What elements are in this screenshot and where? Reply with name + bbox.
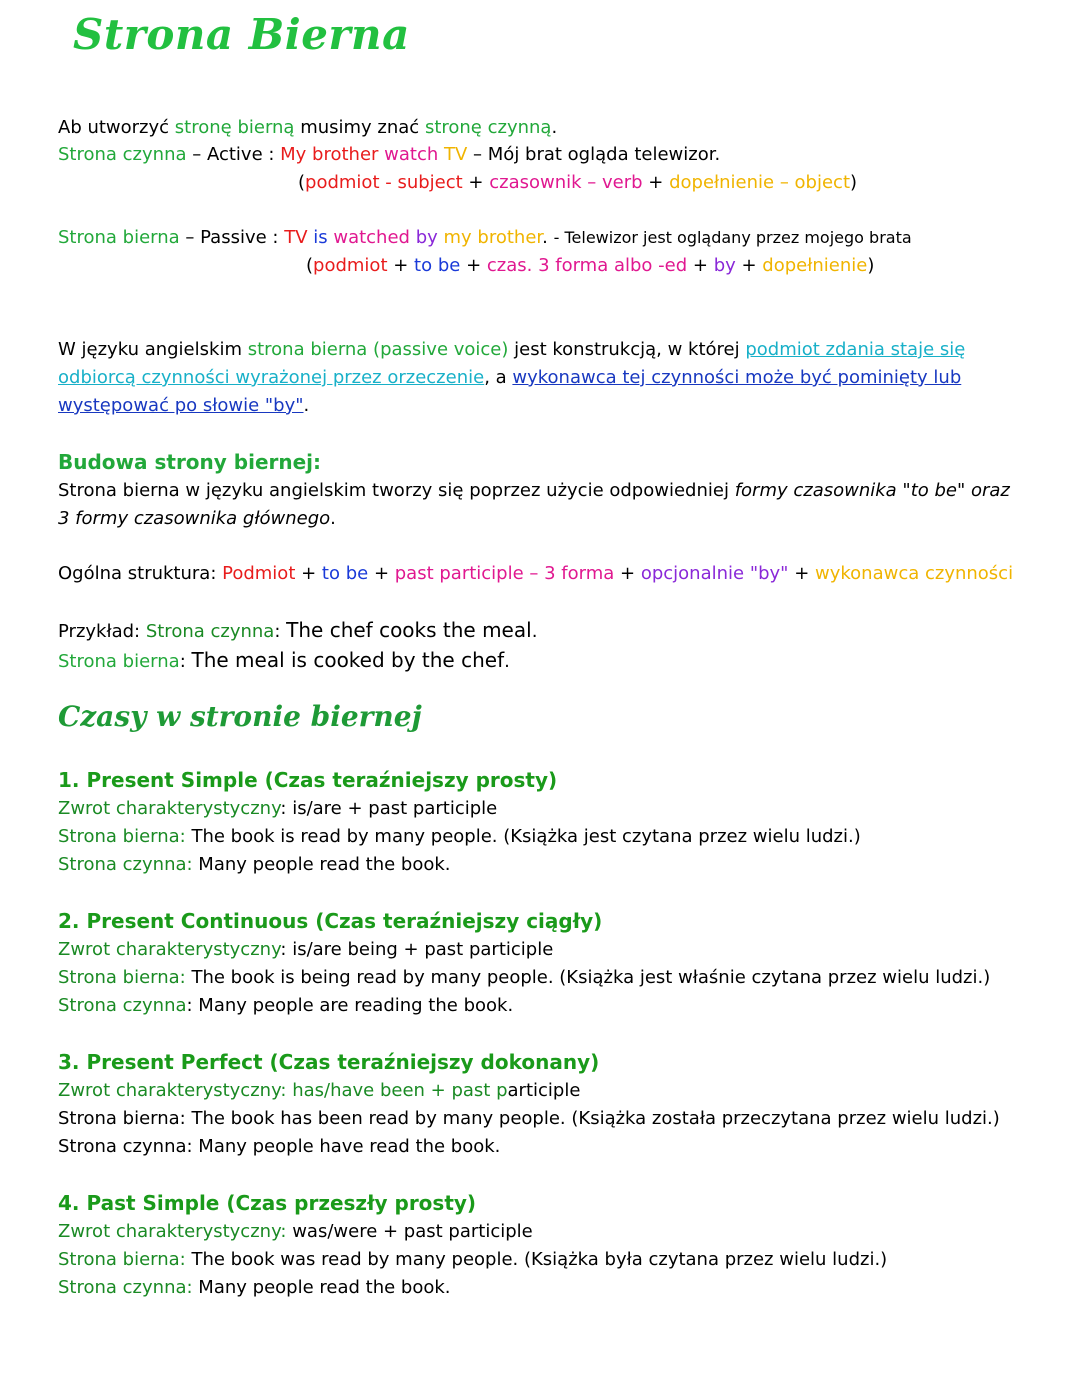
text: The book is being read by many people. (Książka jest właśnie czytana przez wielu ludzi.) bbox=[185, 967, 991, 988]
text: 1. bbox=[58, 768, 80, 792]
text: Zwrot charakterystyczny bbox=[58, 798, 281, 819]
text: + bbox=[642, 172, 670, 193]
text: TV bbox=[284, 227, 308, 248]
text: Present Continuous (Czas teraźniejszy ciągły) bbox=[79, 909, 603, 933]
text: podmiot - subject bbox=[305, 172, 463, 193]
text: + bbox=[368, 563, 395, 584]
text: Many people read the book. bbox=[192, 1277, 451, 1298]
text: Strona bierna bbox=[58, 651, 180, 672]
text: czasownik – verb bbox=[489, 172, 643, 193]
text: Strona bierna bbox=[58, 227, 180, 248]
text: czas. 3 forma albo -ed bbox=[486, 255, 688, 276]
tense-pattern bbox=[58, 1218, 533, 1246]
tense-passive bbox=[58, 1246, 887, 1274]
tense-heading bbox=[58, 907, 602, 937]
text: formy czasownika "to be" oraz 3 formy czasownika głównego bbox=[58, 480, 1010, 529]
text: is bbox=[307, 227, 328, 248]
tense-pattern bbox=[58, 795, 497, 823]
tense-examples bbox=[58, 1105, 1020, 1161]
text: . bbox=[303, 395, 310, 416]
text: – Passive : bbox=[179, 227, 285, 248]
general-structure bbox=[58, 560, 1020, 588]
text: Present Perfect (Czas teraźniejszy dokonany) bbox=[79, 1050, 600, 1074]
passive-structure bbox=[306, 252, 874, 280]
text: my brother bbox=[437, 227, 543, 248]
passive-example bbox=[58, 224, 912, 252]
text: + bbox=[735, 255, 763, 276]
text: ) bbox=[850, 172, 858, 193]
text: + bbox=[460, 255, 487, 276]
text: podmiot bbox=[313, 255, 388, 276]
tense-pattern bbox=[58, 936, 553, 964]
text: : bbox=[274, 621, 287, 642]
text: jest konstrukcją, w której bbox=[508, 339, 746, 360]
tense-heading bbox=[58, 766, 557, 796]
text: . bbox=[531, 621, 538, 642]
highlighted-link[interactable]: podmiot zdania staje się odbiorcą czynności wyrażonej przez orzeczenie bbox=[58, 339, 966, 388]
budowa-text bbox=[58, 477, 1020, 533]
text: stronę czynną bbox=[424, 117, 552, 138]
text: 3. bbox=[58, 1050, 80, 1074]
text: Zwrot charakterystyczny: has/have been + past p bbox=[58, 1080, 508, 1101]
text: ) bbox=[867, 255, 875, 276]
example-passive bbox=[58, 646, 510, 676]
active-example bbox=[58, 141, 720, 169]
text: + bbox=[462, 172, 490, 193]
text: by bbox=[713, 255, 736, 276]
example-active bbox=[58, 616, 537, 646]
tense-passive bbox=[58, 823, 861, 851]
text: 2. bbox=[58, 909, 80, 933]
text: ( bbox=[306, 255, 314, 276]
text: opcjonalnie "by" bbox=[640, 563, 789, 584]
text: Strona bierna: The book has been read by many people. (Książka została przeczytana przez wielu ludzi.) Strona czynna: Many people have read the book. bbox=[58, 1108, 1000, 1157]
text: Przykład: bbox=[58, 621, 146, 642]
text: The meal is cooked by the chef bbox=[191, 648, 505, 672]
text: to be bbox=[414, 255, 461, 276]
tenses-heading: Czasy w stronie biernej bbox=[58, 700, 422, 733]
text: The book is read by many people. (Książka jest czytana przez wielu ludzi.) bbox=[185, 826, 861, 847]
highlighted-link[interactable]: wykonawca tej czynności może być pominięty lub występować po słowie "by" bbox=[58, 367, 962, 416]
text: + bbox=[387, 255, 415, 276]
text: + bbox=[788, 563, 815, 584]
text: TV bbox=[438, 144, 468, 165]
text: stronę bierną bbox=[174, 117, 295, 138]
text: Zwrot charakterystyczny: bbox=[58, 1221, 287, 1242]
text: dopełnienie – object bbox=[669, 172, 851, 193]
tense-active bbox=[58, 1274, 451, 1302]
text: Ogólna struktura: bbox=[58, 563, 223, 584]
text: - Telewizor jest oglądany przez mojego brata bbox=[553, 228, 912, 247]
text: The chef cooks the meal bbox=[286, 618, 532, 642]
intro-line bbox=[58, 114, 557, 142]
text: watched bbox=[327, 227, 410, 248]
text: Strona czynna bbox=[58, 995, 187, 1016]
text: My brother bbox=[280, 144, 379, 165]
text: + bbox=[687, 255, 714, 276]
tense-pattern bbox=[58, 1077, 580, 1105]
text: Budowa strony biernej: bbox=[58, 450, 322, 474]
text: 4. bbox=[58, 1191, 80, 1215]
text: : bbox=[179, 651, 192, 672]
text: Strona bierna w języku angielskim tworzy się poprzez użycie odpowiedniej bbox=[58, 480, 735, 501]
text: to be bbox=[321, 563, 369, 584]
text: Strona bierna: bbox=[58, 1249, 186, 1270]
text: strona bierna (passive voice) bbox=[247, 339, 509, 360]
text: Strona czynna bbox=[145, 621, 275, 642]
tense-heading bbox=[58, 1189, 476, 1219]
text: was/were + past participle bbox=[286, 1221, 533, 1242]
text: Zwrot charakterystyczny bbox=[58, 939, 281, 960]
text: ( bbox=[298, 172, 306, 193]
text: musimy znać bbox=[294, 117, 425, 138]
text: . bbox=[551, 117, 558, 138]
text: wykonawca czynności bbox=[815, 563, 1014, 584]
text: past participle – 3 forma bbox=[394, 563, 615, 584]
text: . bbox=[504, 651, 510, 672]
text: : Many people are reading the book. bbox=[186, 995, 514, 1016]
text: Podmiot bbox=[222, 563, 296, 584]
text: articiple bbox=[507, 1080, 581, 1101]
definition-paragraph bbox=[58, 336, 1020, 420]
text: – Mój brat ogląda telewizor. bbox=[467, 144, 721, 165]
text: . bbox=[330, 508, 336, 529]
text: The book was read by many people. (Książka była czytana przez wielu ludzi.) bbox=[185, 1249, 888, 1270]
text: Strona czynna: bbox=[58, 854, 193, 875]
text: Strona bierna: bbox=[58, 967, 186, 988]
text: . bbox=[542, 227, 554, 248]
text: : is/are being + past participle bbox=[280, 939, 554, 960]
text: Strona czynna: bbox=[58, 1277, 193, 1298]
page-title: Strona Bierna bbox=[73, 10, 410, 59]
text: Past Simple (Czas przeszły prosty) bbox=[79, 1191, 477, 1215]
text: Strona bierna: bbox=[58, 826, 186, 847]
tense-heading bbox=[58, 1048, 599, 1078]
budowa-heading bbox=[58, 448, 321, 476]
text: W języku angielskim bbox=[58, 339, 248, 360]
text: by bbox=[409, 227, 438, 248]
active-structure bbox=[298, 169, 857, 197]
text: Strona czynna bbox=[58, 144, 187, 165]
text: Present Simple (Czas teraźniejszy prosty) bbox=[79, 768, 558, 792]
text: + bbox=[614, 563, 641, 584]
text: Many people read the book. bbox=[192, 854, 451, 875]
text: , a bbox=[484, 367, 513, 388]
text: + bbox=[295, 563, 322, 584]
text: – Active : bbox=[186, 144, 281, 165]
tense-active bbox=[58, 851, 451, 879]
text: dopełnienie bbox=[762, 255, 868, 276]
text: : is/are + past participle bbox=[280, 798, 498, 819]
tense-examples bbox=[58, 964, 1020, 1020]
text: Ab utworzyć bbox=[58, 117, 175, 138]
text: watch bbox=[378, 144, 439, 165]
